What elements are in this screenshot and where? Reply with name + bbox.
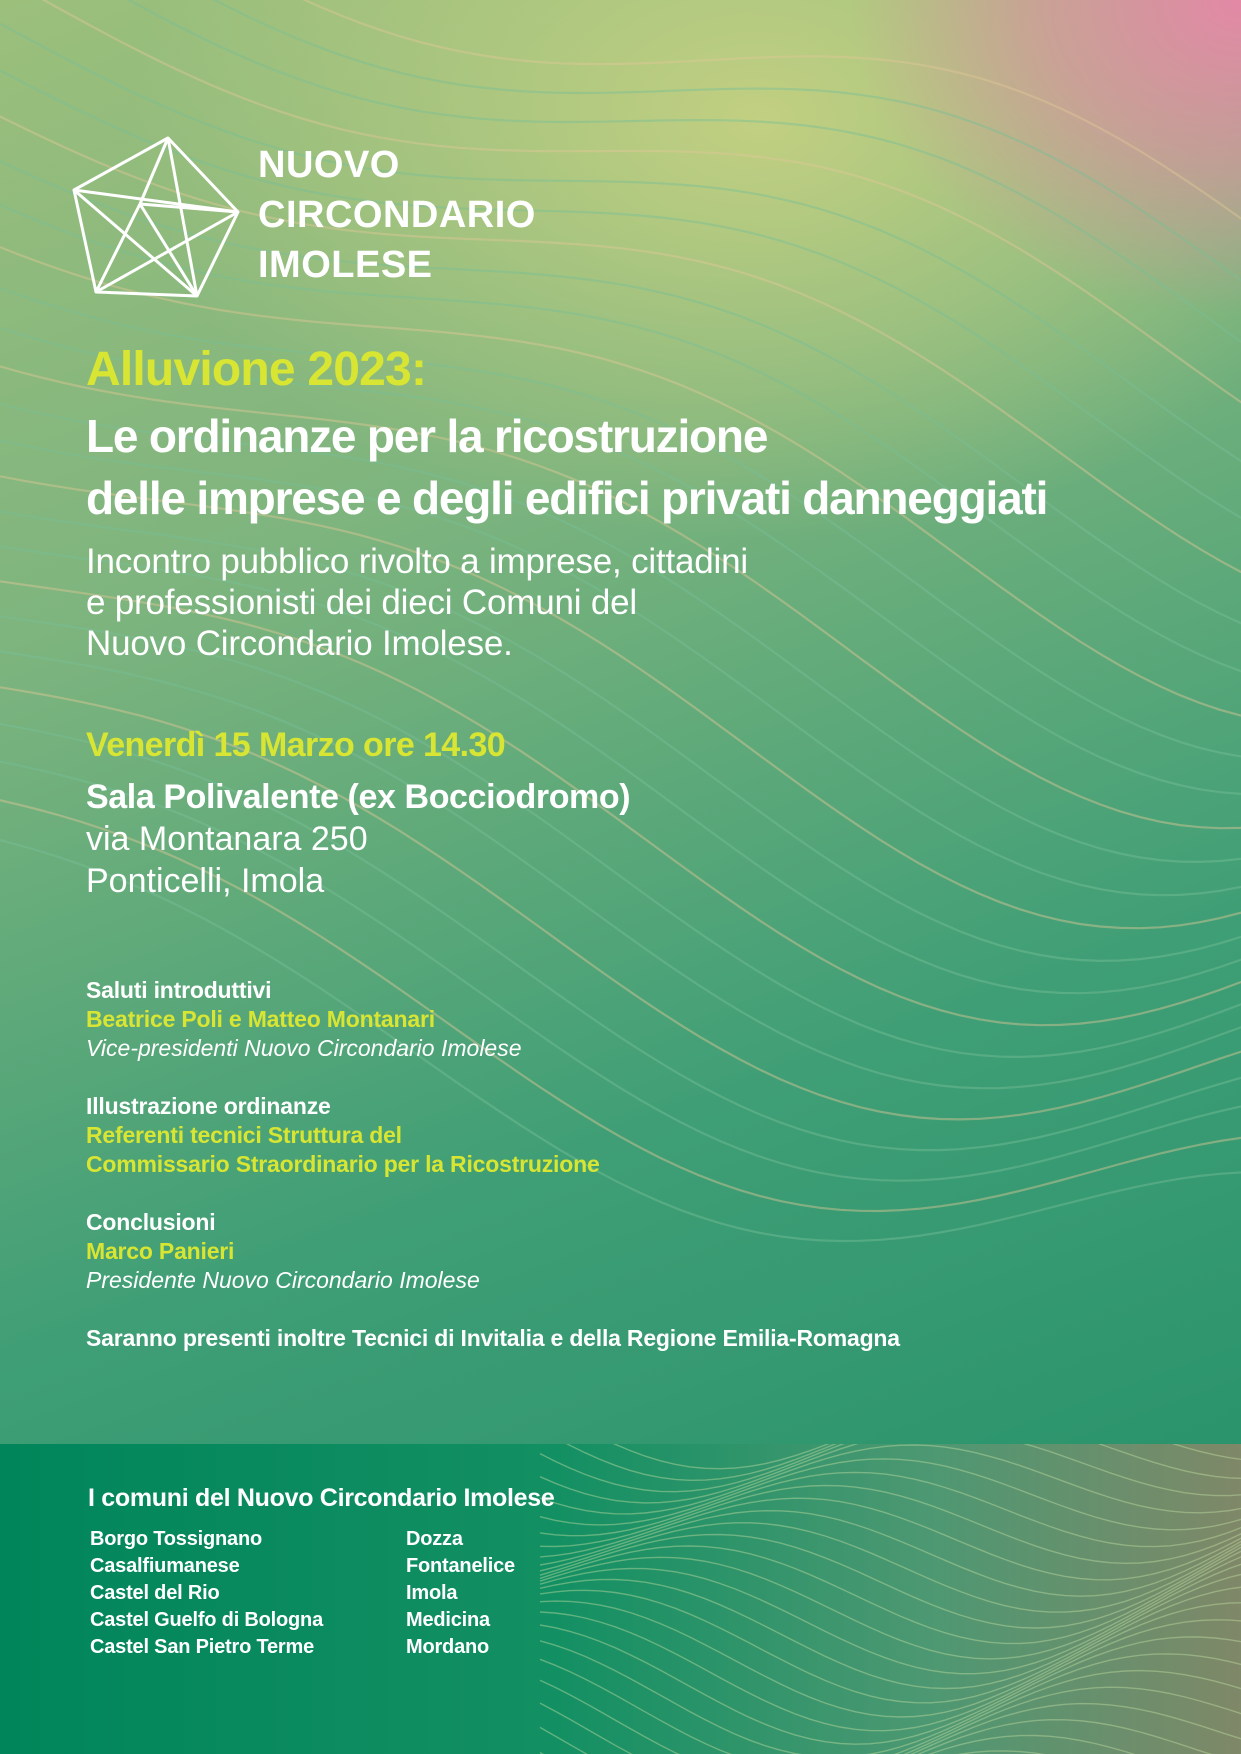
footer-wave-line <box>540 1659 1241 1754</box>
municipality-item: Imola <box>406 1582 458 1604</box>
program-speaker: Beatrice Poli e Matteo Montanari <box>86 1006 435 1032</box>
footer-wave-line <box>540 1511 1241 1597</box>
venue-address: via Montanara 250 <box>86 820 368 858</box>
program-note: Saranno presenti inoltre Tecnici di Invitalia e della Regione Emilia-Romagna <box>86 1325 900 1351</box>
brand-line: IMOLESE <box>258 244 433 286</box>
municipality-item: Medicina <box>406 1609 490 1631</box>
program-conclusions <box>86 1208 900 1295</box>
footer-title: I comuni del Nuovo Circondario Imolese <box>88 1484 555 1512</box>
brand-line: NUOVO <box>258 144 400 186</box>
municipality-item: Casalfiumanese <box>90 1555 240 1577</box>
program-illustration <box>86 1092 900 1179</box>
program-label: Saluti introduttivi <box>86 977 272 1003</box>
footer-wave-line <box>540 1703 1241 1754</box>
program-speaker: Referenti tecnici Struttura del <box>86 1122 402 1148</box>
footer-wave-line <box>540 1486 1241 1564</box>
brand-line: CIRCONDARIO <box>258 194 536 236</box>
footer-wave-line <box>540 1625 1241 1744</box>
polyhedron-logo-icon <box>72 134 242 300</box>
program-role: Vice-presidenti Nuovo Circondario Imolese <box>86 1035 522 1061</box>
headline-line: delle imprese e degli edifici privati danneggiati <box>86 472 1048 524</box>
headline-title <box>86 405 1047 529</box>
event-date: Venerdì 15 Marzo ore 14.30 <box>86 726 506 764</box>
municipality-list <box>90 1526 323 1661</box>
brand-name <box>258 140 536 290</box>
municipality-item: Castel del Rio <box>90 1582 220 1604</box>
municipality-list <box>406 1526 515 1661</box>
program-label: Illustrazione ordinanze <box>86 1093 331 1119</box>
event-subtitle <box>86 541 748 664</box>
municipality-item: Castel San Pietro Terme <box>90 1636 315 1658</box>
program-speaker: Marco Panieri <box>86 1238 235 1264</box>
footer-municipalities <box>0 1444 1241 1754</box>
footer-wave-line <box>540 1459 1241 1530</box>
venue-city: Ponticelli, Imola <box>86 862 325 900</box>
footer-wave-line <box>540 1736 1241 1754</box>
subtitle-line: Incontro pubblico rivolto a imprese, cittadini <box>86 542 748 581</box>
headline-line: Le ordinanze per la ricostruzione <box>86 410 768 462</box>
program-greetings <box>86 976 900 1063</box>
municipality-item: Fontanelice <box>406 1555 515 1577</box>
event-venue <box>86 776 630 902</box>
footer-wave-line <box>540 1535 1241 1629</box>
municipality-item: Borgo Tossignano <box>90 1528 262 1550</box>
subtitle-line: Nuovo Circondario Imolese. <box>86 624 513 663</box>
subtitle-line: e professionisti dei dieci Comuni del <box>86 583 637 622</box>
municipality-item: Castel Guelfo di Bologna <box>90 1609 323 1631</box>
venue-name: Sala Polivalente (ex Bocciodromo) <box>86 778 631 816</box>
footer-wave-line <box>540 1444 1241 1492</box>
municipality-item: Mordano <box>406 1636 490 1658</box>
program-role: Presidente Nuovo Circondario Imolese <box>86 1267 480 1293</box>
event-program <box>86 976 900 1353</box>
municipality-item: Dozza <box>406 1528 463 1550</box>
program-label: Conclusioni <box>86 1209 216 1235</box>
program-speaker: Commissario Straordinario per la Ricostruzione <box>86 1151 600 1177</box>
headline-highlight: Alluvione 2023: <box>86 343 427 396</box>
